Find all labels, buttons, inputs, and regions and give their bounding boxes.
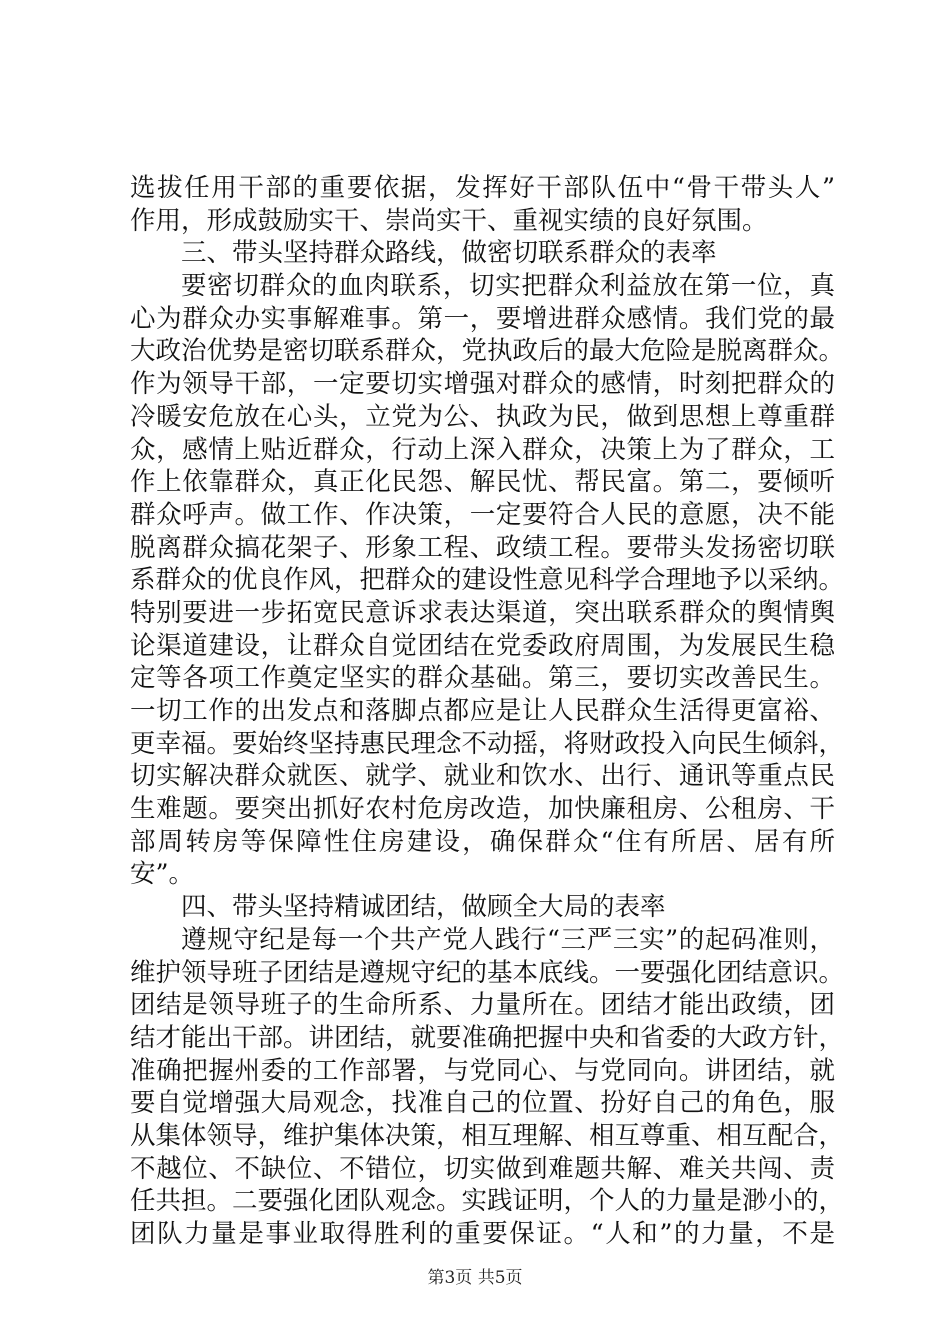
text-line: 特别要进一步拓宽民意诉求表达渠道，突出联系群众的舆情舆 (130, 597, 835, 628)
text-line: 切实解决群众就医、就学、就业和饮水、出行、通讯等重点民 (130, 761, 835, 792)
text-line: 系群众的优良作风，把群众的建设性意见科学合理地予以采纳。 (130, 565, 845, 596)
text-line: 作上依靠群众，真正化民怨、解民忧、帮民富。第二，要倾听 (130, 467, 835, 498)
text-line: 安”。 (130, 859, 195, 890)
text-line: 任共担。二要强化团队观念。实践证明，个人的力量是渺小的， (130, 1186, 845, 1217)
page-number-footer: 第3页 共5页 (427, 1268, 523, 1288)
text-line: 团队力量是事业取得胜利的重要保证。“人和”的力量，不是 (130, 1219, 835, 1249)
text-line: 生难题。要突出抓好农村危房改造，加快廉租房、公租房、干 (130, 794, 835, 825)
text-line: 作用，形成鼓励实干、崇尚实干、重视实绩的良好氛围。 (130, 205, 768, 236)
text-line: 更幸福。要始终坚持惠民理念不动摇，将财政投入向民生倾斜， (130, 728, 845, 759)
text-line: 心为群众办实事解难事。第一，要增进群众感情。我们党的最 (130, 303, 835, 334)
text-line: 准确把握州委的工作部署，与党同心、与党同向。讲团结，就 (130, 1055, 835, 1086)
text-line: 大政治优势是密切联系群众，党执政后的最大危险是脱离群众。 (130, 336, 845, 367)
text-line: 作为领导干部，一定要切实增强对群众的感情，时刻把群众的 (130, 369, 835, 400)
text-line: 群众呼声。做工作、作决策，一定要符合人民的意愿，决不能 (130, 499, 835, 530)
text-line: 要自觉增强大局观念，找准自己的位置、扮好自己的角色，服 (130, 1088, 835, 1119)
text-line: 论渠道建设，让群众自觉团结在党委政府周围，为发展民生稳 (130, 630, 835, 661)
text-line: 团结是领导班子的生命所系、力量所在。团结才能出政绩，团 (130, 990, 835, 1021)
body-text (130, 172, 845, 1251)
text-line: 维护领导班子团结是遵规守纪的基本底线。一要强化团结意识。 (130, 957, 845, 988)
section-heading: 四、带头坚持精诚团结，做顾全大局的表率 (181, 892, 666, 923)
section-heading: 三、带头坚持群众路线，做密切联系群众的表率 (181, 238, 717, 269)
text-line: 脱离群众搞花架子、形象工程、政绩工程。要带头发扬密切联 (130, 532, 835, 563)
text-line: 遵规守纪是每一个共产党人践行“三严三实”的起码准则， (181, 924, 835, 955)
text-line: 众，感情上贴近群众，行动上深入群众，决策上为了群众，工 (130, 434, 835, 465)
text-line: 要密切群众的血肉联系，切实把群众利益放在第一位，真 (181, 271, 835, 302)
text-line: 定等各项工作奠定坚实的群众基础。第三，要切实改善民生。 (130, 663, 835, 694)
text-line: 部周转房等保障性住房建设，确保群众“住有所居、居有所 (130, 826, 835, 857)
text-line: 从集体领导，维护集体决策，相互理解、相互尊重、相互配合， (130, 1120, 845, 1151)
text-line: 选拔任用干部的重要依据，发挥好干部队伍中“骨干带头人” (130, 173, 835, 203)
text-line: 一切工作的出发点和落脚点都应是让人民群众生活得更富裕、 (130, 696, 835, 726)
text-line: 不越位、不缺位、不错位，切实做到难题共解、难关共闯、责 (130, 1153, 835, 1184)
text-line: 冷暖安危放在心头，立党为公、执政为民，做到思想上尊重群 (130, 401, 835, 432)
text-line: 结才能出干部。讲团结，就要准确把握中央和省委的大政方针， (130, 1022, 845, 1053)
